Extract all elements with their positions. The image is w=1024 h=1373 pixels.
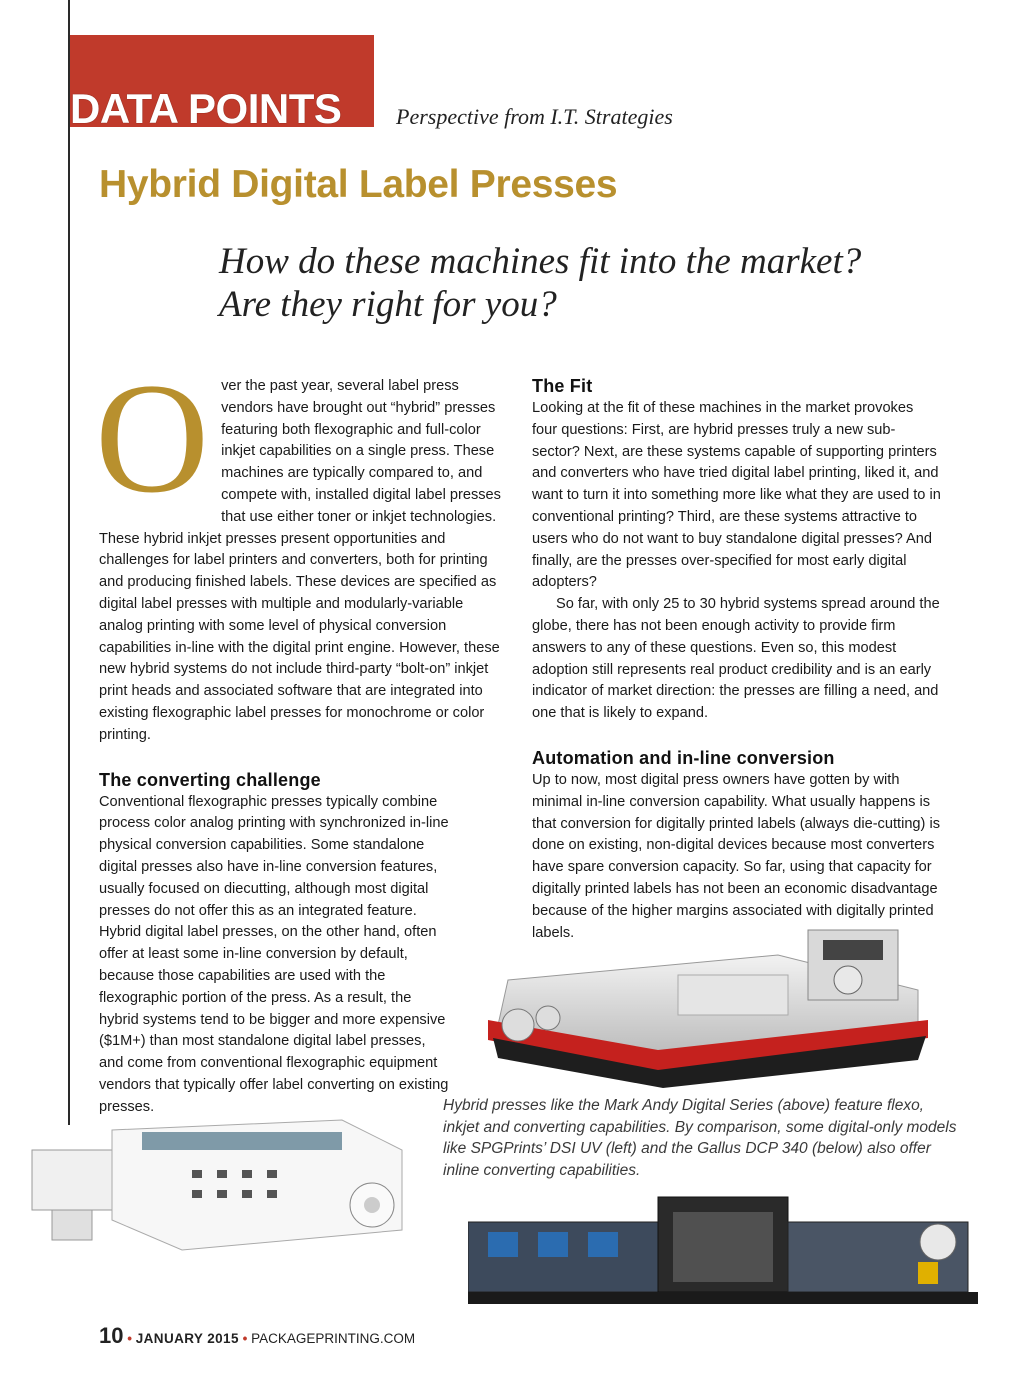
gallus-press-image: [468, 1192, 993, 1312]
fit-paragraph-2: So far, with only 25 to 30 hybrid systems spread around the globe, there has not been enough activity to provide firm answers to any of these questions. Even so, this modest adoption still represents real product credibility and is an early indicator of market direction: the presses are filling a need, and one that is likely to expand.: [532, 596, 940, 722]
right-column: [532, 374, 942, 944]
automation-paragraph: Up to now, most digital press owners have gotten by with minimal in-line conversion capability. What usually happens is that conversion for digitally printed labels (always die-cutting) is done on existing, non-digital devices because most converters have spare conversion capacity. So far, using that capacity for digitally printed labels has not been an economic disadvantage because of the higher margins associated with digitally printed labels.: [532, 771, 941, 941]
issue-date: JANUARY 2015: [135, 1331, 239, 1346]
section-subtitle: Perspective from I.T. Strategies: [396, 104, 673, 129]
footer-separator: •: [242, 1331, 248, 1346]
intro-paragraph: ver the past year, several label press vendors have brought out “hybrid” presses featuring both flexographic and full-color inkjet capabilities on a single press. These machines are typically compared to, and compete with, installed digital label presses that use either toner or inkjet technologies. These hybrid inkjet presses present opportunities and challenges for label printers and converters, both for printing and producing finished labels. These devices are specified as digital label presses with multiple and modularly-variable analog printing with some level of physical conversion capabilities in-line with the digital print engine. However, these new hybrid systems do not include third-party “bolt-on” inkjet print heads and associated software that are integrated into existing flexographic label presses for monochrome or color printing.: [99, 378, 501, 743]
footer-separator: •: [127, 1331, 132, 1346]
section-title: DATA POINTS: [70, 85, 342, 132]
converting-heading: The converting challenge: [99, 769, 321, 790]
margin-rule: [68, 0, 70, 1125]
spgprints-press-image: [12, 1110, 432, 1280]
page-number: 10: [99, 1323, 124, 1348]
fit-paragraph-1: Looking at the fit of these machines in the market provokes four questions: First, are hybrid presses truly a new sub-sector? Next, are these systems capable of supporting printers and converters who have tried digital label printing, liked it, and want to turn it into something more like what they are used to in conventional printing? Third, are these systems attractive to users who do not want to buy standalone digital presses? And finally, are the presses over-specified for most early digital adopters?: [532, 400, 941, 591]
mark-andy-press-image: [448, 920, 948, 1090]
automation-heading: Automation and in-line conversion: [532, 747, 835, 768]
article-title: Hybrid Digital Label Presses: [99, 163, 618, 206]
image-caption: Hybrid presses like the Mark Andy Digital Series (above) feature flexo, inkjet and converting capabilities. By comparison, some digital-only models like SPGPrints’ DSI UV (left) and the Gallus DCP 340 (below) also offer inline converting capabilities.: [443, 1097, 957, 1180]
converting-paragraph: Conventional flexographic presses typically combine process color analog printing with synchronized in-line physical conversion capabilities. Some standalone digital presses also have in-line conversion features, usually focused on diecutting, although most digital presses do not offer this as an integrated feature. Hybrid digital label presses, on the other hand, often offer at least some in-line conversion by default, because those capabilities are used with the flexographic portion of the press. As a result, the hybrid systems tend to be bigger and more expensive ($1M+) than most standalone digital label presses, and come from conventional flexographic equipment vendors that typically offer label converting on existing presses.: [99, 793, 449, 1115]
page-footer: [99, 1323, 415, 1349]
fit-heading: The Fit: [532, 376, 593, 396]
drop-cap: O: [95, 351, 210, 526]
publication-site: PACKAGEPRINTING.COM: [251, 1331, 416, 1346]
article-subtitle: How do these machines fit into the market? Are they right for you?: [219, 241, 862, 325]
